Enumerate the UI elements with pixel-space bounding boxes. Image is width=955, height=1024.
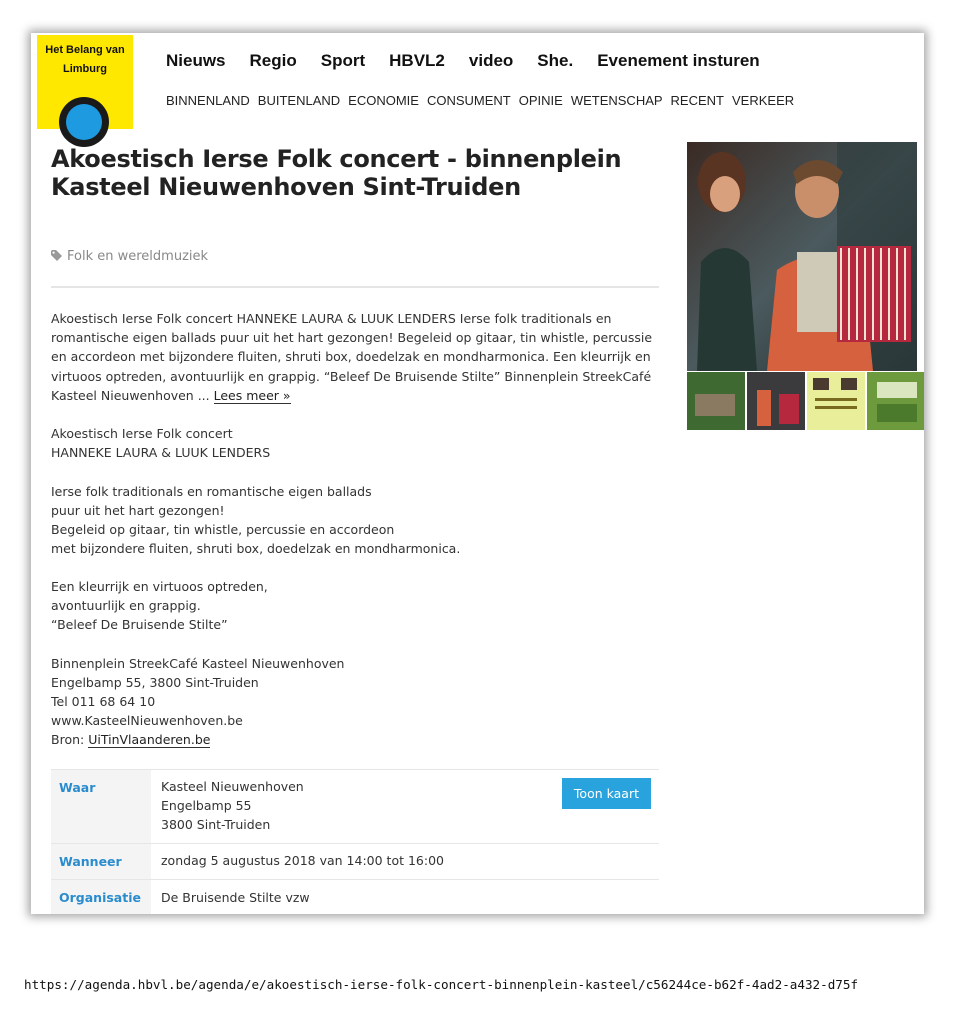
source-line bbox=[51, 730, 344, 749]
desc-line: met bijzondere fluiten, shruti box, doedelzak en mondharmonica. bbox=[51, 541, 461, 556]
sub-nav bbox=[166, 93, 802, 108]
desc-line: Akoestisch Ierse Folk concert bbox=[51, 426, 233, 441]
subnav-consument[interactable]: CONSUMENT bbox=[426, 93, 511, 108]
ring-logo-icon bbox=[55, 93, 113, 151]
location-line: Engelbamp 55 bbox=[161, 798, 252, 813]
source-link[interactable]: UiTinVlaanderen.be bbox=[88, 732, 211, 747]
photo-thumbnails[interactable] bbox=[687, 372, 924, 430]
description-block-2 bbox=[51, 482, 460, 558]
subnav-wetenschap[interactable]: WETENSCHAP bbox=[570, 93, 663, 108]
subnav-opinie[interactable]: OPINIE bbox=[518, 93, 563, 108]
subnav-verkeer[interactable]: VERKEER bbox=[732, 93, 795, 108]
show-map-button[interactable]: Toon kaart bbox=[562, 778, 651, 809]
read-more-link[interactable]: Lees meer » bbox=[213, 387, 291, 403]
desc-line: Begeleid op gitaar, tin whistle, percussie en accordeon bbox=[51, 522, 395, 537]
desc-line: “Beleef De Bruisende Stilte” bbox=[51, 617, 228, 632]
info-value-wanneer: zondag 5 augustus 2018 van 14:00 tot 16:00 bbox=[161, 853, 445, 868]
description-block-3 bbox=[51, 577, 268, 634]
desc-line: www.KasteelNieuwenhoven.be bbox=[51, 713, 243, 728]
source-label: Bron: bbox=[51, 732, 85, 747]
nav-evenement-insturen[interactable]: Evenement insturen bbox=[597, 51, 760, 70]
logo-line-1: Het Belang van bbox=[45, 44, 125, 56]
nav-she[interactable]: She. bbox=[537, 51, 574, 70]
nav-video[interactable]: video bbox=[468, 51, 514, 70]
info-label-waar: Waar bbox=[51, 770, 151, 843]
subnav-economie[interactable]: ECONOMIE bbox=[348, 93, 419, 108]
subnav-buitenland[interactable]: BUITENLAND bbox=[257, 93, 341, 108]
logo-text bbox=[37, 41, 133, 79]
desc-line: Tel 011 68 64 10 bbox=[51, 694, 156, 709]
event-summary bbox=[51, 309, 661, 405]
site-logo[interactable] bbox=[37, 35, 133, 129]
info-label-organisatie: Organisatie bbox=[51, 880, 151, 914]
event-title: Akoestisch Ierse Folk concert - binnenplein Kasteel Nieuwenhoven Sint-Truiden bbox=[51, 145, 622, 201]
desc-line: HANNEKE LAURA & LUUK LENDERS bbox=[51, 445, 271, 460]
subnav-binnenland[interactable]: BINNENLAND bbox=[166, 93, 250, 108]
title-divider bbox=[51, 286, 659, 288]
event-photo[interactable] bbox=[687, 142, 917, 371]
desc-line: avontuurlijk en grappig. bbox=[51, 598, 201, 613]
info-row-organisatie bbox=[51, 880, 659, 914]
info-row-wanneer bbox=[51, 844, 659, 880]
nav-regio[interactable]: Regio bbox=[249, 51, 297, 70]
description-block-4 bbox=[51, 654, 344, 749]
subnav-recent[interactable]: RECENT bbox=[670, 93, 724, 108]
nav-nieuws[interactable]: Nieuws bbox=[166, 51, 226, 70]
nav-sport[interactable]: Sport bbox=[320, 51, 366, 70]
location-line: 3800 Sint-Truiden bbox=[161, 817, 271, 832]
location-line: Kasteel Nieuwenhoven bbox=[161, 779, 304, 794]
summary-text: Akoestisch Ierse Folk concert HANNEKE LAURA & LUUK LENDERS Ierse folk traditionals en romantische eigen ballads puur uit het hart gezongen! Begeleid op gitaar, tin whistle, percussie en accordeon met bijzondere fluiten, shruti box, doedelzak en mondharmonica. Een kleurrijk en virtuoos optreden, avontuurlijk en grappig. “Beleef De Bruisende Stilte” Binnenplein StreekCafé Kasteel Nieuwenhoven ... bbox=[51, 311, 653, 403]
tag-icon bbox=[51, 250, 64, 261]
logo-line-2: Limburg bbox=[63, 63, 107, 75]
info-row-waar bbox=[51, 770, 659, 844]
desc-line: Engelbamp 55, 3800 Sint-Truiden bbox=[51, 675, 259, 690]
desc-line: Binnenplein StreekCafé Kasteel Nieuwenhoven bbox=[51, 656, 345, 671]
page-frame bbox=[31, 33, 924, 914]
desc-line: puur uit het hart gezongen! bbox=[51, 503, 225, 518]
info-label-wanneer: Wanneer bbox=[51, 844, 151, 879]
info-value-organisatie: De Bruisende Stilte vzw bbox=[161, 890, 310, 905]
desc-line: Ierse folk traditionals en romantische eigen ballads bbox=[51, 484, 372, 499]
nav-hbvl2[interactable]: HBVL2 bbox=[389, 51, 445, 70]
main-nav bbox=[166, 51, 784, 71]
address-bar-url: https://agenda.hbvl.be/agenda/e/akoestisch-ierse-folk-concert-binnenplein-kasteel/c56244ce-b62f-4ad2-a432-d75f bbox=[24, 977, 859, 992]
event-category[interactable] bbox=[51, 249, 208, 264]
category-label: Folk en wereldmuziek bbox=[67, 249, 209, 264]
event-info-table bbox=[51, 769, 659, 914]
description-block-1 bbox=[51, 424, 270, 462]
desc-line: Een kleurrijk en virtuoos optreden, bbox=[51, 579, 268, 594]
